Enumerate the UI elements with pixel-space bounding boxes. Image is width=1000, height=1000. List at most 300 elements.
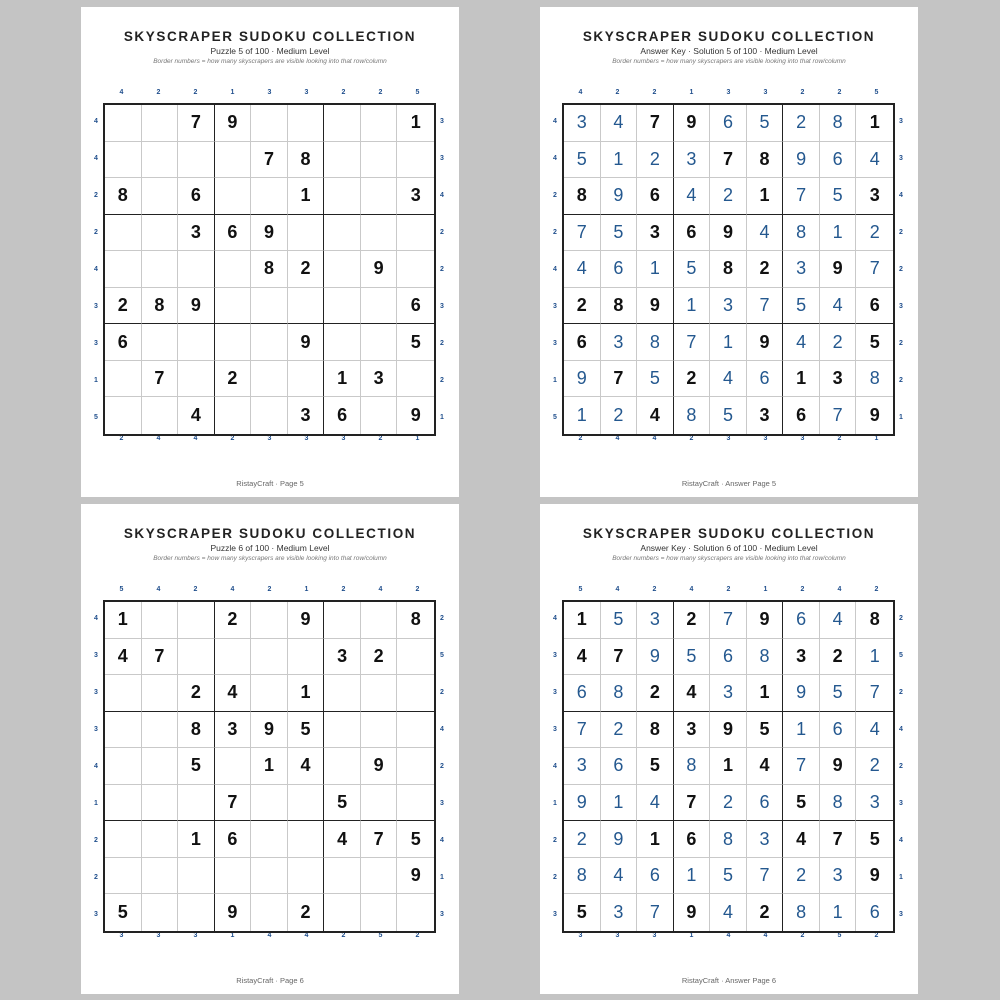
solution-digit: 7 [674, 324, 711, 361]
clue-number: 4 [837, 585, 842, 593]
clue-number: 4 [378, 585, 383, 593]
sudoku-grid [103, 103, 436, 436]
solution-digit: 1 [601, 142, 638, 179]
clue-number: 4 [304, 931, 309, 939]
puzzle-page-6 [81, 504, 459, 994]
clue-number: 2 [440, 763, 444, 770]
empty-cell [361, 288, 398, 325]
solution-digit: 5 [710, 858, 747, 895]
given-digit: 9 [361, 748, 398, 785]
given-digit: 4 [105, 639, 142, 676]
given-digit: 1 [564, 602, 601, 639]
given-digit: 2 [215, 361, 252, 398]
empty-cell [397, 639, 434, 676]
solution-digit: 5 [601, 215, 638, 252]
empty-cell [142, 324, 179, 361]
clue-number: 2 [899, 377, 903, 384]
solution-digit: 5 [710, 397, 747, 434]
empty-cell [142, 748, 179, 785]
given-digit: 4 [324, 821, 361, 858]
clue-number: 1 [899, 874, 903, 881]
given-digit: 9 [288, 324, 325, 361]
clue-number: 2 [899, 266, 903, 273]
empty-cell [288, 821, 325, 858]
clue-number: 2 [94, 229, 98, 236]
empty-cell [397, 361, 434, 398]
empty-cell [288, 639, 325, 676]
solution-digit: 5 [783, 288, 820, 325]
empty-cell [324, 858, 361, 895]
clue-number: 4 [763, 931, 768, 939]
solution-digit: 6 [820, 142, 857, 179]
empty-cell [251, 324, 288, 361]
clue-number: 2 [193, 88, 198, 96]
given-digit: 1 [105, 602, 142, 639]
page-footer: RistayCraft · Page 5 [236, 479, 304, 488]
empty-cell [105, 821, 142, 858]
clue-number: 3 [440, 911, 444, 918]
empty-cell [215, 324, 252, 361]
solution-digit: 7 [856, 251, 893, 288]
clue-number: 2 [578, 434, 583, 442]
empty-cell [251, 821, 288, 858]
clue-number: 4 [193, 434, 198, 442]
page-title: SKYSCRAPER SUDOKU COLLECTION [123, 526, 417, 541]
solution-digit: 7 [856, 675, 893, 712]
instructions-note: Border numbers = how many skyscrapers are visible looking into that row/column [153, 555, 387, 562]
given-digit: 3 [674, 712, 711, 749]
given-digit: 3 [361, 361, 398, 398]
empty-cell [288, 361, 325, 398]
clue-number: 2 [440, 377, 444, 384]
empty-cell [251, 858, 288, 895]
solution-digit: 7 [710, 602, 747, 639]
page-title: SKYSCRAPER SUDOKU COLLECTION [123, 29, 417, 44]
given-digit: 9 [288, 602, 325, 639]
given-digit: 2 [674, 361, 711, 398]
given-digit: 1 [783, 361, 820, 398]
solution-digit: 9 [783, 675, 820, 712]
solution-digit: 8 [564, 858, 601, 895]
given-digit: 3 [324, 639, 361, 676]
given-digit: 6 [856, 288, 893, 325]
given-digit: 3 [637, 215, 674, 252]
clue-number: 3 [94, 340, 98, 347]
clue-number: 5 [94, 414, 98, 421]
clue-number: 2 [94, 192, 98, 199]
clue-number: 2 [341, 585, 346, 593]
given-digit: 1 [747, 675, 784, 712]
sudoku-grid [562, 103, 895, 436]
empty-cell [288, 288, 325, 325]
clue-number: 2 [440, 615, 444, 622]
empty-cell [251, 105, 288, 142]
solution-digit: 2 [856, 748, 893, 785]
clue-number: 4 [726, 931, 731, 939]
solution-digit: 6 [601, 251, 638, 288]
empty-cell [142, 894, 179, 931]
clue-number: 4 [119, 88, 124, 96]
empty-cell [105, 251, 142, 288]
clue-number: 4 [156, 585, 161, 593]
clue-number: 1 [874, 434, 879, 442]
solution-digit: 7 [637, 894, 674, 931]
solution-digit: 7 [820, 397, 857, 434]
empty-cell [361, 215, 398, 252]
empty-cell [105, 675, 142, 712]
page-title: SKYSCRAPER SUDOKU COLLECTION [582, 526, 876, 541]
solution-digit: 3 [674, 142, 711, 179]
sudoku-grid [103, 600, 436, 933]
empty-cell [397, 675, 434, 712]
clue-number: 2 [899, 340, 903, 347]
clue-number: 2 [193, 585, 198, 593]
empty-cell [142, 821, 179, 858]
solution-digit: 8 [747, 639, 784, 676]
given-digit: 9 [710, 215, 747, 252]
right-clues [896, 103, 906, 436]
solution-digit: 7 [783, 748, 820, 785]
page-subtitle: Answer Key · Solution 6 of 100 · Medium Level [640, 543, 818, 553]
clue-number: 2 [341, 931, 346, 939]
given-digit: 5 [288, 712, 325, 749]
empty-cell [105, 858, 142, 895]
clue-number: 2 [230, 434, 235, 442]
empty-cell [251, 602, 288, 639]
empty-cell [105, 361, 142, 398]
solution-digit: 1 [637, 251, 674, 288]
given-digit: 5 [324, 785, 361, 822]
solution-digit: 4 [856, 712, 893, 749]
clue-number: 2 [726, 585, 731, 593]
empty-cell [397, 712, 434, 749]
clue-number: 2 [94, 874, 98, 881]
empty-cell [361, 397, 398, 434]
empty-cell [397, 748, 434, 785]
clue-number: 5 [874, 88, 879, 96]
clue-number: 2 [899, 229, 903, 236]
clue-number: 3 [94, 303, 98, 310]
given-digit: 7 [601, 639, 638, 676]
solution-digit: 5 [820, 675, 857, 712]
clue-number: 2 [652, 88, 657, 96]
clue-number: 3 [156, 931, 161, 939]
clue-number: 3 [193, 931, 198, 939]
empty-cell [178, 785, 215, 822]
given-digit: 3 [288, 397, 325, 434]
clue-number: 4 [899, 192, 903, 199]
clue-number: 3 [304, 88, 309, 96]
empty-cell [105, 105, 142, 142]
clue-number: 3 [341, 434, 346, 442]
empty-cell [397, 142, 434, 179]
solution-digit: 2 [637, 142, 674, 179]
empty-cell [361, 602, 398, 639]
given-digit: 9 [747, 602, 784, 639]
page-footer: RistayCraft · Answer Page 5 [681, 479, 777, 488]
solution-digit: 2 [564, 821, 601, 858]
given-digit: 5 [637, 748, 674, 785]
solution-digit: 3 [710, 675, 747, 712]
empty-cell [324, 748, 361, 785]
given-digit: 3 [820, 361, 857, 398]
given-digit: 8 [105, 178, 142, 215]
given-digit: 2 [674, 602, 711, 639]
clue-number: 3 [652, 931, 657, 939]
empty-cell [178, 602, 215, 639]
clue-number: 1 [553, 377, 557, 384]
clue-number: 3 [304, 434, 309, 442]
solution-digit: 5 [637, 361, 674, 398]
clue-number: 2 [837, 434, 842, 442]
solution-digit: 3 [783, 251, 820, 288]
page-footer: RistayCraft · Answer Page 6 [681, 976, 777, 985]
clue-number: 2 [874, 585, 879, 593]
solution-digit: 3 [601, 894, 638, 931]
solution-digit: 3 [820, 858, 857, 895]
sudoku-grid [562, 600, 895, 933]
solution-digit: 4 [820, 602, 857, 639]
solution-digit: 2 [783, 858, 820, 895]
clue-number: 1 [304, 585, 309, 593]
given-digit: 5 [747, 712, 784, 749]
given-digit: 2 [215, 602, 252, 639]
solution-digit: 1 [710, 324, 747, 361]
given-digit: 6 [324, 397, 361, 434]
clue-number: 2 [553, 229, 557, 236]
empty-cell [142, 712, 179, 749]
clue-number: 1 [899, 414, 903, 421]
empty-cell [324, 894, 361, 931]
solution-digit: 5 [820, 178, 857, 215]
given-digit: 9 [869, 405, 880, 426]
given-digit: 2 [288, 894, 325, 931]
solution-digit: 4 [601, 858, 638, 895]
clue-number: 3 [440, 800, 444, 807]
clue-number: 2 [615, 88, 620, 96]
given-digit: 4 [215, 675, 252, 712]
empty-cell [251, 178, 288, 215]
clue-number: 4 [94, 615, 98, 622]
solution-digit: 2 [783, 105, 820, 142]
clue-number: 3 [553, 689, 557, 696]
given-digit: 6 [783, 397, 820, 434]
given-digit: 2 [564, 288, 601, 325]
given-digit: 6 [564, 324, 601, 361]
clue-number: 2 [800, 88, 805, 96]
clue-number: 3 [899, 303, 903, 310]
given-digit: 9 [178, 288, 215, 325]
given-digit: 1 [251, 748, 288, 785]
clue-number: 1 [230, 88, 235, 96]
clue-number: 1 [440, 874, 444, 881]
empty-cell [361, 894, 398, 931]
given-digit: 2 [178, 675, 215, 712]
clue-number: 5 [837, 931, 842, 939]
given-digit: 9 [820, 251, 857, 288]
given-digit: 7 [215, 785, 252, 822]
clue-number: 3 [726, 434, 731, 442]
solution-digit: 4 [674, 178, 711, 215]
given-digit: 8 [142, 288, 179, 325]
given-digit: 7 [361, 821, 398, 858]
solution-digit: 8 [820, 105, 857, 142]
empty-cell [324, 675, 361, 712]
solution-digit: 4 [856, 142, 893, 179]
given-digit: 5 [397, 324, 434, 361]
given-digit: 1 [747, 178, 784, 215]
empty-cell [105, 785, 142, 822]
given-digit: 9 [410, 405, 421, 426]
right-clues [896, 600, 906, 933]
empty-cell [361, 178, 398, 215]
solution-digit: 9 [601, 178, 638, 215]
left-clues [550, 600, 560, 933]
given-digit: 9 [361, 251, 398, 288]
given-digit: 2 [288, 251, 325, 288]
clue-number: 4 [440, 726, 444, 733]
solution-digit: 6 [564, 675, 601, 712]
solution-digit: 8 [856, 361, 893, 398]
clue-number: 4 [615, 434, 620, 442]
empty-cell [142, 785, 179, 822]
empty-cell [142, 105, 179, 142]
left-clues [91, 600, 101, 933]
empty-cell [361, 712, 398, 749]
clue-number: 2 [837, 88, 842, 96]
given-digit: 3 [215, 712, 252, 749]
instructions-note: Border numbers = how many skyscrapers are visible looking into that row/column [153, 58, 387, 65]
clue-number: 3 [726, 88, 731, 96]
given-digit: 1 [324, 361, 361, 398]
solution-digit: 7 [747, 288, 784, 325]
clue-number: 2 [156, 88, 161, 96]
clue-number: 3 [440, 118, 444, 125]
clue-number: 3 [94, 652, 98, 659]
solution-digit: 8 [601, 675, 638, 712]
solution-digit: 7 [564, 712, 601, 749]
empty-cell [397, 251, 434, 288]
clue-number: 3 [553, 911, 557, 918]
clue-number: 3 [578, 931, 583, 939]
clue-number: 4 [553, 118, 557, 125]
solution-digit: 6 [869, 902, 880, 923]
given-digit: 4 [288, 748, 325, 785]
given-digit: 3 [783, 639, 820, 676]
clue-number: 1 [94, 800, 98, 807]
given-digit: 9 [215, 894, 252, 931]
clue-number: 4 [689, 585, 694, 593]
given-digit: 6 [637, 178, 674, 215]
clue-number: 4 [94, 266, 98, 273]
solution-digit: 9 [564, 361, 601, 398]
clue-number: 2 [553, 192, 557, 199]
given-digit: 1 [637, 821, 674, 858]
given-digit: 4 [564, 639, 601, 676]
empty-cell [142, 858, 179, 895]
empty-cell [215, 639, 252, 676]
answer-page-5 [540, 7, 918, 497]
empty-cell [215, 397, 252, 434]
empty-cell [105, 748, 142, 785]
clue-number: 5 [899, 652, 903, 659]
given-digit: 2 [361, 639, 398, 676]
given-digit: 8 [601, 288, 638, 325]
solution-digit: 5 [674, 251, 711, 288]
given-digit: 9 [856, 858, 893, 895]
given-digit: 1 [178, 821, 215, 858]
solution-digit: 5 [564, 142, 601, 179]
empty-cell [361, 142, 398, 179]
solution-digit: 8 [637, 324, 674, 361]
given-digit: 6 [215, 215, 252, 252]
solution-digit: 2 [710, 785, 747, 822]
clue-number: 4 [553, 266, 557, 273]
empty-cell [251, 361, 288, 398]
given-digit: 8 [178, 712, 215, 749]
empty-cell [288, 215, 325, 252]
empty-cell [324, 178, 361, 215]
clue-number: 1 [94, 377, 98, 384]
solution-digit: 9 [564, 785, 601, 822]
clue-number: 2 [440, 266, 444, 273]
given-digit: 8 [710, 251, 747, 288]
clue-number: 3 [899, 911, 903, 918]
clue-number: 5 [553, 414, 557, 421]
solution-digit: 3 [856, 785, 893, 822]
clue-number: 5 [415, 88, 420, 96]
given-digit: 6 [178, 178, 215, 215]
clue-number: 2 [415, 931, 420, 939]
clue-number: 2 [689, 434, 694, 442]
empty-cell [324, 712, 361, 749]
given-digit: 2 [747, 894, 784, 931]
clue-number: 4 [440, 837, 444, 844]
solution-digit: 6 [820, 712, 857, 749]
empty-cell [397, 785, 434, 822]
solution-digit: 4 [710, 894, 747, 931]
given-digit: 7 [601, 361, 638, 398]
given-digit: 2 [637, 675, 674, 712]
clue-number: 5 [440, 652, 444, 659]
empty-cell [288, 105, 325, 142]
clue-number: 3 [553, 652, 557, 659]
solution-digit: 6 [601, 748, 638, 785]
given-digit: 8 [637, 712, 674, 749]
given-digit: 7 [710, 142, 747, 179]
empty-cell [324, 142, 361, 179]
solution-digit: 8 [674, 748, 711, 785]
given-digit: 9 [251, 712, 288, 749]
instructions-note: Border numbers = how many skyscrapers are visible looking into that row/column [612, 58, 846, 65]
empty-cell [105, 397, 142, 434]
clue-number: 3 [553, 303, 557, 310]
given-digit: 8 [251, 251, 288, 288]
empty-cell [324, 215, 361, 252]
empty-cell [251, 397, 288, 434]
given-digit: 1 [397, 105, 434, 142]
clue-number: 4 [94, 763, 98, 770]
clue-number: 3 [267, 434, 272, 442]
empty-cell [142, 602, 179, 639]
clue-number: 2 [119, 434, 124, 442]
given-digit: 5 [105, 894, 142, 931]
empty-cell [178, 251, 215, 288]
empty-cell [105, 215, 142, 252]
clue-number: 3 [615, 931, 620, 939]
solution-digit: 4 [747, 215, 784, 252]
solution-digit: 4 [710, 361, 747, 398]
